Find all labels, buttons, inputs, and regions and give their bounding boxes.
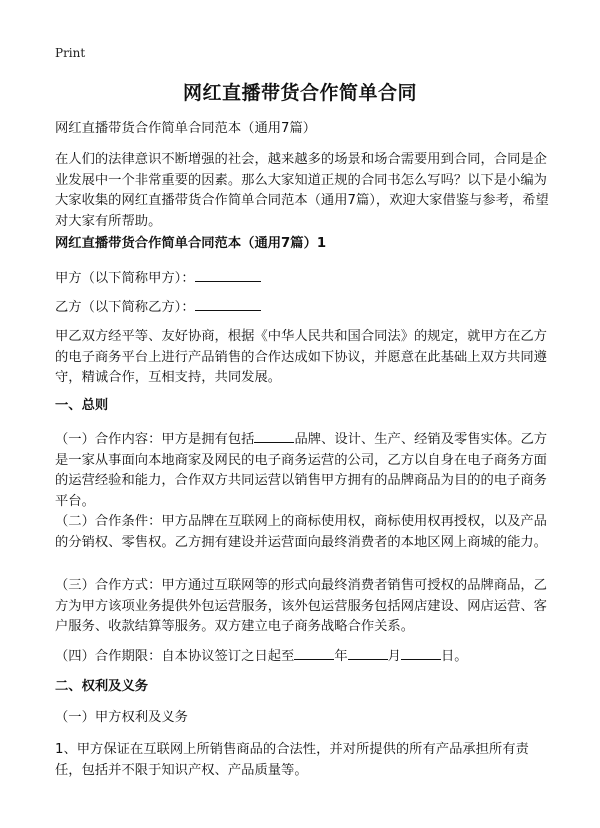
clause-4-part-a: （四）合作期限：自本协议签订之日起至 bbox=[55, 649, 295, 664]
party-b-blank bbox=[195, 296, 261, 311]
party-a-label: 甲方（以下简称甲方）： bbox=[55, 271, 195, 286]
brand-blank bbox=[254, 428, 294, 443]
heading-rights-obligations: 二、权利及义务 bbox=[55, 679, 149, 694]
clause-cooperation-period bbox=[55, 645, 555, 668]
party-a-line bbox=[55, 267, 555, 290]
party-a-blank bbox=[195, 267, 261, 282]
clause-cooperation-method: （三）合作方式：甲方通过互联网等的形式向最终消费者销售可授权的品牌商品，乙方为甲方该项业务提供外包运营服务，该外包运营服务包括网店建设、网店运营、客户服务、收款结算等服务。双方建立电子商务战略合作关系。 bbox=[55, 578, 547, 634]
clause-cooperation-conditions: （二）合作条件：甲方品牌在互联网上的商标使用权，商标使用权再授权，以及产品的分销权、零售权。乙方拥有建设并运营面向最终消费者的本地区网上商城的能力。 bbox=[55, 514, 547, 550]
clause-4-day: 日。 bbox=[440, 649, 468, 664]
party-b-line bbox=[55, 296, 555, 319]
day-blank bbox=[401, 645, 441, 660]
clause-1-part-b: 品牌、设计、生产、经销及零售实体。乙方是一家从事面向本地商家及网民的电子商务运营的公司，乙方以自身在电子商务方面的运营经验和能力，合作双方共同运营以销售甲方拥有的品牌商品为目的的电子商务平台。 bbox=[55, 432, 548, 509]
print-link[interactable]: Print bbox=[55, 46, 86, 60]
clause-cooperation-content bbox=[55, 428, 555, 512]
month-blank bbox=[348, 645, 388, 660]
document-subtitle: 网红直播带货合作简单合同范本（通用7篇） bbox=[55, 121, 317, 136]
clause-1-part-a: （一）合作内容：甲方是拥有包括 bbox=[55, 432, 255, 447]
clause-4-month: 月 bbox=[387, 649, 401, 664]
page-title: 网红直播带货合作简单合同 bbox=[182, 82, 417, 104]
clause-4-year: 年 bbox=[334, 649, 348, 664]
section-title: 网红直播带货合作简单合同范本（通用7篇）1 bbox=[55, 236, 327, 251]
sub-heading-party-a-rights: （一）甲方权利及义务 bbox=[55, 710, 188, 725]
year-blank bbox=[294, 645, 334, 660]
item-party-a-guarantee: 1、甲方保证在互联网上所销售商品的合法性，并对所提供的所有产品承担所有责任，包括并不限于知识产权、产品质量等。 bbox=[55, 742, 529, 778]
intro-paragraph: 在人们的法律意识不断增强的社会，越来越多的场景和场合需要用到合同，合同是企业发展中一个非常重要的因素。那么大家知道正规的合同书怎么写吗？以下是小编为大家收集的网红直播带货合作简单合同范本（通用7篇），欢迎大家借鉴与参考，希望对大家有所帮助。 bbox=[55, 152, 549, 229]
preamble-paragraph: 甲乙双方经平等、友好协商，根据《中华人民共和国合同法》的规定，就甲方在乙方的电子商务平台上进行产品销售的合作达成如下协议，并愿意在此基础上双方共同遵守，精诚合作，互相支持，共同发展。 bbox=[55, 329, 547, 385]
party-b-label: 乙方（以下简称乙方）： bbox=[55, 300, 195, 315]
heading-general: 一、总则 bbox=[55, 398, 109, 413]
